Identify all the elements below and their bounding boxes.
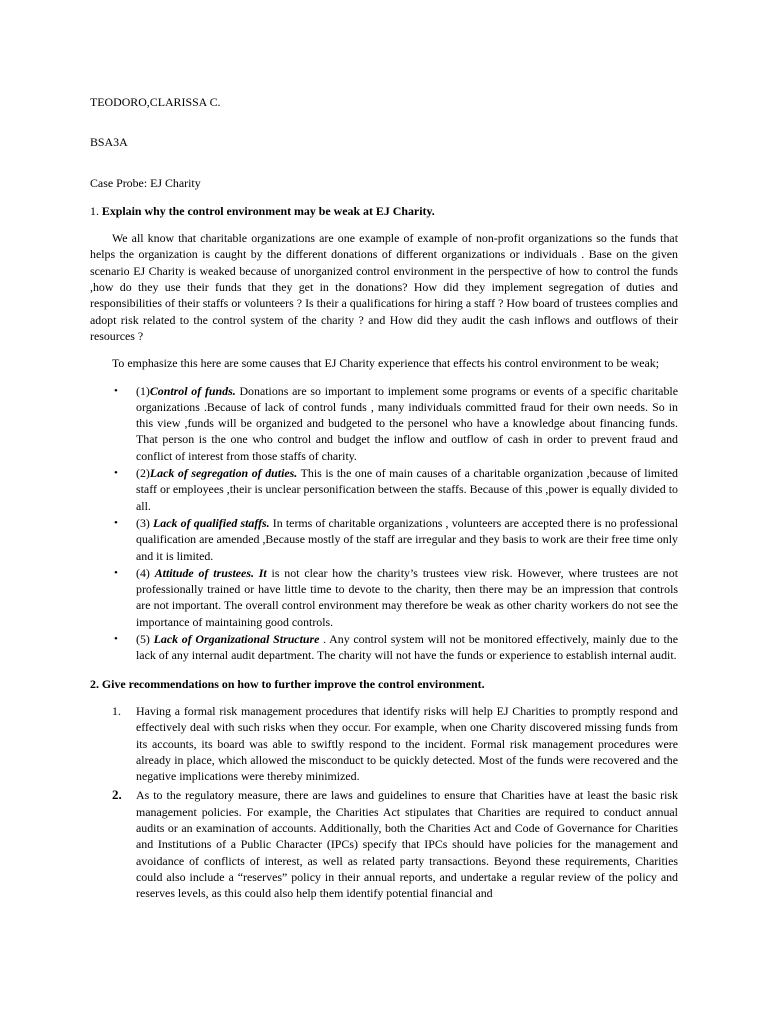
cause-term: Lack of qualified staffs. bbox=[153, 515, 270, 530]
bullet-icon: • bbox=[114, 384, 118, 397]
cause-prefix: (2) bbox=[136, 466, 150, 481]
cause-prefix: (1) bbox=[136, 383, 150, 398]
cause-text: Donations are so important to implement some programs or events of a specific charitable organizations .Because of lack of control funds , many individuals committed fraud for their own needs. So in this view ,funds will be organized and budgeted to the personel who have a knowledge about financing funds. That person is the one who control and budget the inflow and outflow of cash in order to prevent fraud and conflict of interest from those staffs of charity. bbox=[136, 383, 678, 463]
causes-list bbox=[90, 383, 678, 664]
recommendations-list bbox=[90, 703, 678, 902]
question-1-title: Explain why the control environment may be weak at EJ Charity. bbox=[101, 203, 435, 218]
list-item bbox=[90, 703, 678, 784]
recommendation-text: As to the regulatory measure, there are laws and guidelines to ensure that Charities have at least the basic risk management policies. For example, the Charities Act stipulates that Charities are required to conduct annual audits or an examination of accounts. Additionally, both the Charities Act and Code of Governance for Charities and Institutions of a Public Character (IPCs) specify that IPCs should have policies for the management and avoidance of conflicts of interest, as well as related party transactions. Beyond these requirements, Charities could also include a “reserves” policy in their annual reports, and undertake a regular review of the policy and reserves levels, as this could also help them identify potential financial and bbox=[136, 788, 678, 901]
question-2-heading bbox=[90, 676, 678, 692]
list-item bbox=[90, 631, 678, 664]
list-item bbox=[90, 383, 678, 464]
list-item bbox=[90, 515, 678, 564]
case-probe-title: Case Probe: EJ Charity bbox=[90, 175, 201, 190]
list-item bbox=[90, 565, 678, 630]
cause-text: In terms of charitable organizations , volunteers are accepted there is no professional qualification are amended ,Because mostly of the staff are irregular and they basis to work are their free time only and it is limited. bbox=[136, 515, 678, 563]
recommendation-number: 2. bbox=[112, 787, 122, 803]
bullet-icon: • bbox=[114, 467, 118, 480]
answer-1-paragraph-2: To emphasize this here are some causes that EJ Charity experience that effects his control environment to be weak; bbox=[112, 356, 660, 371]
cause-term: Lack of segregation of duties. bbox=[149, 466, 298, 481]
bullet-icon: • bbox=[114, 633, 118, 646]
cause-text: is not clear how the charity’s trustees view risk. However, where trustees are not professionally trained or have little time to devote to the charity, then there may be an impression that controls are not important. The overall control environment may therefore be weak as other charity workers do not see the importance of maintaining good controls. bbox=[136, 565, 679, 629]
document-content bbox=[90, 94, 678, 904]
student-name: TEODORO,CLARISSA C. bbox=[90, 95, 221, 109]
question-1-number: 1. bbox=[90, 203, 102, 218]
bullet-icon: • bbox=[114, 516, 118, 529]
student-section: BSA3A bbox=[90, 135, 128, 150]
question-2-title: Give recommendations on how to further improve the control environment. bbox=[101, 676, 485, 691]
cause-prefix: (4) bbox=[136, 565, 155, 580]
answer-1-paragraph-1: We all know that charitable organizations are one example of example of non-profit organizations so the funds that helps the organization is caught by the different donations of different organizations or individuals . Base on the given scenario EJ Charity is weaked because of unorganized control environment in the perspective of how to control the funds ,how do they use their funds that they get in the donations? How did they implement segregation of duties and responsibilities of their staffs or volunteers ? Is their a qualifications for hiring a staff ? How board of trustees complies and adopt risk related to the control system of the charity ? and How did they audit the cash inflows and outflows of their resources ? bbox=[90, 231, 678, 343]
cause-term: Control of funds. bbox=[149, 383, 236, 398]
list-item bbox=[90, 465, 678, 514]
question-1-heading bbox=[90, 203, 678, 219]
question-2-number: 2. bbox=[90, 676, 102, 691]
cause-text: . Any control system will not be monitored effectively, mainly due to the lack of any internal audit department. The charity will not have the funds or experience to establish internal audit. bbox=[136, 632, 678, 663]
bullet-icon: • bbox=[114, 566, 118, 579]
cause-prefix: (5) bbox=[136, 632, 154, 647]
cause-prefix: (3) bbox=[136, 515, 154, 530]
list-item bbox=[90, 787, 678, 901]
recommendation-number: 1. bbox=[112, 703, 121, 718]
recommendation-text: Having a formal risk management procedures that identify risks will help EJ Charities to promptly respond and effectively deal with such risks when they occur. For example, when one Charity discovered missing funds from its accounts, its board was able to swiftly respond to the incident. Formal risk management procedures were already in place, which allowed the misconduct to be quickly detected. Most of the funds were recovered and the negative implications were thereby minimized. bbox=[136, 703, 678, 784]
cause-term: Lack of Organizational Structure bbox=[153, 632, 320, 647]
cause-term: Attitude of trustees. It bbox=[154, 565, 267, 580]
cause-text: This is the one of main causes of a charitable organization ,because of limited staff or employees ,their is unclear personification between the staffs. Because of this ,power is equally divided to all. bbox=[136, 466, 678, 513]
